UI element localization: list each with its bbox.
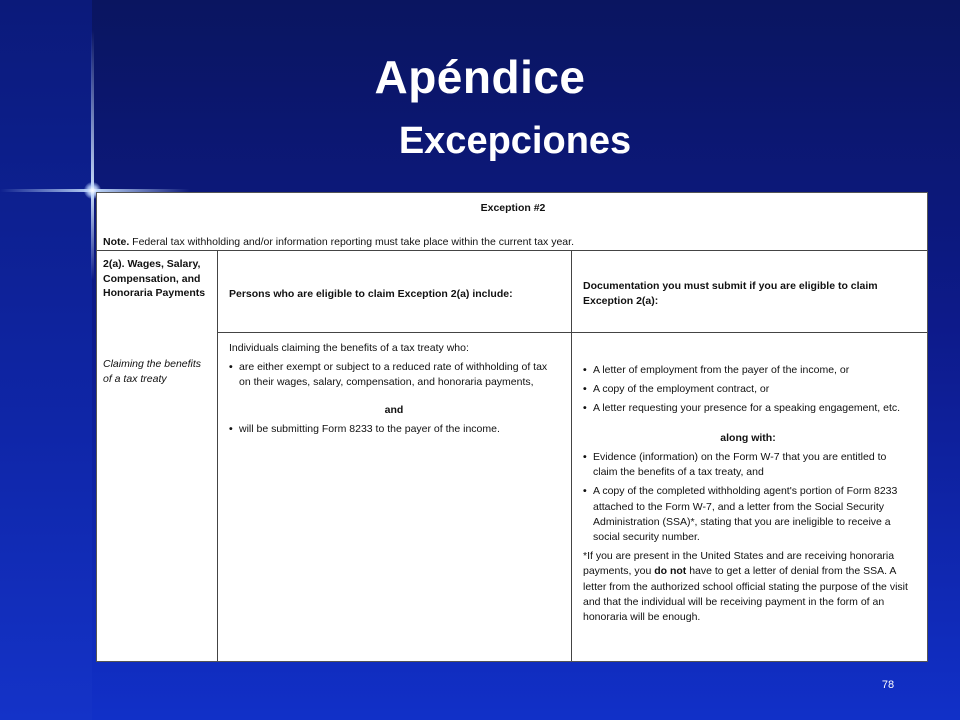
docs-bullet: • A copy of the completed withholding agent's portion of Form 8233 attached to the Form W-7, and a letter from the Social Security Administration (SSA)*, stating that you are ineligible to receive a social security number. xyxy=(583,484,913,545)
category-sublabel: Claiming the benefits of a tax treaty xyxy=(103,358,202,386)
note-row xyxy=(103,235,923,250)
persons-bullet: • will be submitting Form 8233 to the payer of the income. xyxy=(229,422,559,437)
footnote-text: *If you are present in the United States and are receiving honoraria payments, you xyxy=(583,550,895,578)
footnote-text: have to get a letter of denial from the SSA. A letter from the authorized school official stating the purpose of the visit and that the individual will be receiving payment in the form of an honoraria will be enough. xyxy=(583,565,908,624)
docs-bullet: • A letter of employment from the payer of the income, or xyxy=(583,363,913,378)
docs-bullet: • A letter requesting your presence for a speaking engagement, etc. xyxy=(583,401,913,416)
note-label: Note. xyxy=(103,236,130,248)
table-divider xyxy=(217,250,218,662)
exception-table-image xyxy=(96,192,928,662)
documentation-column-content xyxy=(583,359,913,625)
documentation-column-header: Documentation you must submit if you are eligible to claim Exception 2(a): xyxy=(583,280,878,307)
left-background-band xyxy=(0,0,92,720)
page-number: 78 xyxy=(881,679,895,691)
persons-column-header: Persons who are eligible to claim Exception 2(a) include: xyxy=(229,288,513,300)
exception-header: Exception #2 xyxy=(480,202,546,214)
persons-intro: Individuals claiming the benefits of a tax treaty who: xyxy=(229,342,469,354)
category-label: 2(a). Wages, Salary, Compensation, and Honoraria Payments xyxy=(103,258,206,300)
footnote-emphasis: do not xyxy=(654,565,687,578)
table-divider xyxy=(571,250,572,662)
slide-title: Apéndice xyxy=(374,51,586,103)
docs-along-with: along with: xyxy=(720,431,776,444)
note-text: Federal tax withholding and/or information reporting must take place within the current tax year. xyxy=(129,236,574,248)
slide-subtitle: Excepciones xyxy=(398,120,632,162)
persons-bullet: • are either exempt or subject to a reduced rate of withholding of tax on their wages, salary, compensation, and honoraria payments, xyxy=(229,360,559,390)
docs-bullet: • Evidence (information) on the Form W-7 that you are entitled to claim the benefits of a tax treaty, and xyxy=(583,450,913,480)
table-divider xyxy=(217,332,928,333)
persons-and: and xyxy=(384,403,404,416)
docs-bullet: • A copy of the employment contract, or xyxy=(583,382,913,397)
docs-footnote xyxy=(583,549,913,625)
persons-column-content xyxy=(229,341,559,437)
